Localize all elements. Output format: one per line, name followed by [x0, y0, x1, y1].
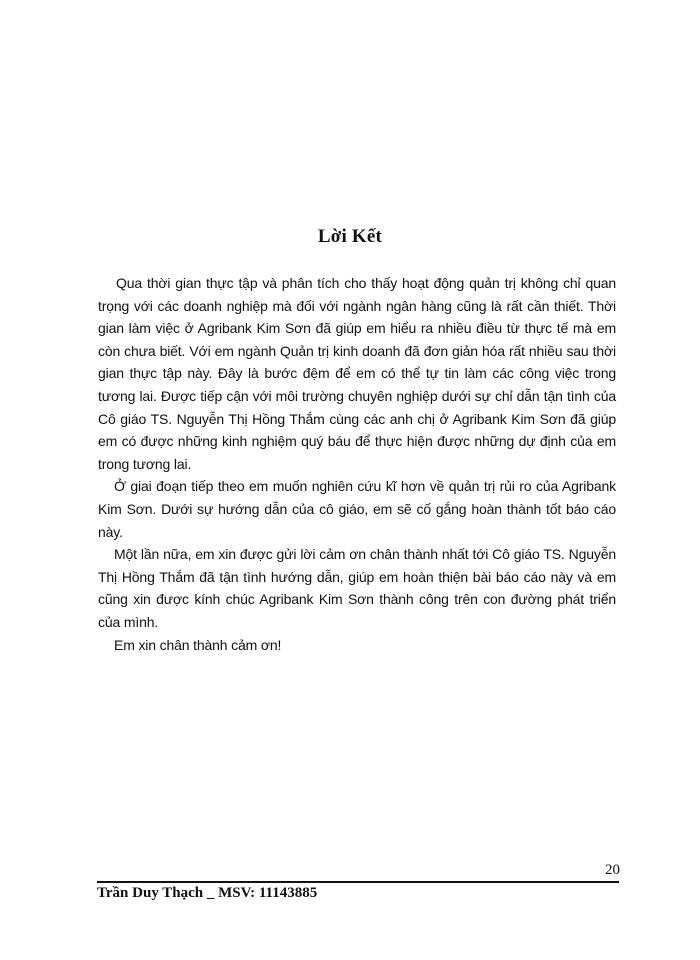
paragraph-1: Qua thời gian thực tập và phân tích cho thấy hoạt động quản trị không chỉ quan trọng với các doanh nghiệp mà đối với ngành ngân hàng cũng là rất cần thiết. Thời gian làm việc ở Agribank Kim Sơn đã giúp em hiểu ra nhiều điều từ thực tế mà em còn chưa biết. Với em ngành Quản trị kinh doanh đã đơn giản hóa rất nhiều sau thời gian thực tập này. Đây là bước đệm để em có thể tự tin làm các công việc trong tương lai. Được tiếp cận với môi trường chuyên nghiệp dưới sự chỉ dẫn tận tình của Cô giáo TS. Nguyễn Thị Hồng Thắm cùng các anh chị ở Agribank Kim Sơn đã giúp em có được những kinh nghiệm quý báu để thực hiện được những dự định của em trong tương lai.: [98, 275, 616, 472]
paragraph-4: Em xin chân thành cảm ơn!: [114, 636, 282, 653]
footer-author: Trần Duy Thạch _ MSV: 11143885: [97, 885, 318, 901]
page-title: Lời Kết: [317, 226, 383, 247]
footer-divider: [97, 881, 619, 883]
page-number: 20: [605, 862, 620, 878]
body-text: [98, 272, 616, 656]
paragraph-2: Ở giai đoạn tiếp theo em muốn nghiên cứu kĩ hơn về quản trị rủi ro của Agribank Kim Sơn. Dưới sự hướng dẫn của cô giáo, em sẽ cố gắng hoàn thành tốt báo cáo này.: [98, 478, 616, 540]
paragraph-3: Một lần nữa, em xin được gửi lời cảm ơn chân thành nhất tới Cô giáo TS. Nguyễn Thị Hồng Thắm đã tận tình hướng dẫn, giúp em hoàn thiện bài báo cáo này và em cũng xin được kính chúc Agribank Kim Sơn thành công trên con đường phát triển của mình.: [98, 546, 616, 630]
